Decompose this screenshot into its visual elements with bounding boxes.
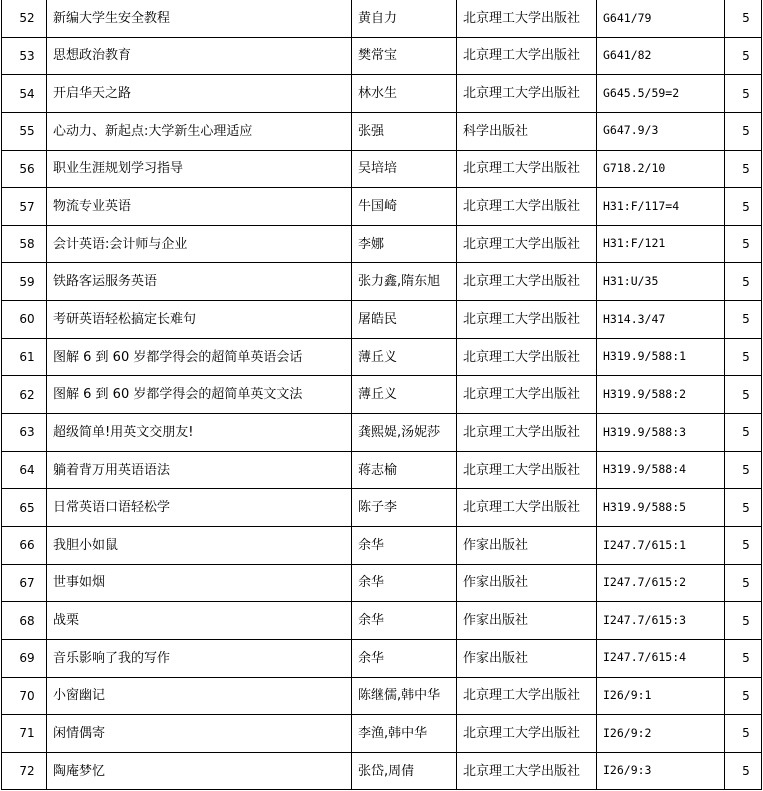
- row-number-cell: 64: [2, 451, 47, 489]
- row-number-cell: 67: [2, 564, 47, 602]
- author-cell: 李渔,韩中华: [352, 715, 457, 753]
- row-number-cell: 72: [2, 752, 47, 790]
- publisher-cell: 科学出版社: [457, 112, 597, 150]
- call-number-cell: I247.7/615:2: [597, 564, 725, 602]
- book-title-cell: 开启华天之路: [47, 75, 352, 113]
- call-number-cell: I247.7/615:3: [597, 602, 725, 640]
- publisher-cell: 作家出版社: [457, 526, 597, 564]
- row-number-cell: 53: [2, 37, 47, 75]
- row-number-cell: 63: [2, 414, 47, 452]
- author-cell: 樊常宝: [352, 37, 457, 75]
- row-number-cell: 60: [2, 301, 47, 339]
- table-row: [2, 602, 762, 640]
- publisher-cell: 北京理工大学出版社: [457, 338, 597, 376]
- publisher-cell: 北京理工大学出版社: [457, 75, 597, 113]
- copies-cell: 5: [725, 301, 762, 339]
- book-title-cell: 职业生涯规划学习指导: [47, 150, 352, 188]
- publisher-cell: 北京理工大学出版社: [457, 0, 597, 37]
- author-cell: 余华: [352, 526, 457, 564]
- book-title-cell: 世事如烟: [47, 564, 352, 602]
- book-list-body: [2, 0, 762, 790]
- copies-cell: 5: [725, 677, 762, 715]
- table-row: [2, 639, 762, 677]
- table-row: [2, 263, 762, 301]
- publisher-cell: 北京理工大学出版社: [457, 677, 597, 715]
- row-number-cell: 70: [2, 677, 47, 715]
- copies-cell: 5: [725, 376, 762, 414]
- table-row: [2, 451, 762, 489]
- book-title-cell: 超级简单!用英文交朋友!: [47, 414, 352, 452]
- copies-cell: 5: [725, 414, 762, 452]
- author-cell: 吴培培: [352, 150, 457, 188]
- row-number-cell: 71: [2, 715, 47, 753]
- row-number-cell: 58: [2, 225, 47, 263]
- copies-cell: 5: [725, 639, 762, 677]
- call-number-cell: I26/9:3: [597, 752, 725, 790]
- book-title-cell: 新编大学生安全教程: [47, 0, 352, 37]
- table-row: [2, 752, 762, 790]
- call-number-cell: G641/82: [597, 37, 725, 75]
- copies-cell: 5: [725, 225, 762, 263]
- table-row: [2, 301, 762, 339]
- book-title-cell: 图解 6 到 60 岁都学得会的超简单英语会话: [47, 338, 352, 376]
- table-row: [2, 489, 762, 527]
- book-title-cell: 会计英语:会计师与企业: [47, 225, 352, 263]
- copies-cell: 5: [725, 338, 762, 376]
- table-row: [2, 150, 762, 188]
- book-title-cell: 战栗: [47, 602, 352, 640]
- author-cell: 黄自力: [352, 0, 457, 37]
- book-list-table: [1, 0, 762, 790]
- book-title-cell: 心动力、新起点:大学新生心理适应: [47, 112, 352, 150]
- call-number-cell: H31:F/117=4: [597, 188, 725, 226]
- author-cell: 张强: [352, 112, 457, 150]
- publisher-cell: 北京理工大学出版社: [457, 752, 597, 790]
- row-number-cell: 65: [2, 489, 47, 527]
- table-row: [2, 376, 762, 414]
- publisher-cell: 北京理工大学出版社: [457, 37, 597, 75]
- book-title-cell: 日常英语口语轻松学: [47, 489, 352, 527]
- table-row: [2, 564, 762, 602]
- book-title-cell: 考研英语轻松搞定长难句: [47, 301, 352, 339]
- copies-cell: 5: [725, 0, 762, 37]
- publisher-cell: 北京理工大学出版社: [457, 489, 597, 527]
- call-number-cell: I247.7/615:1: [597, 526, 725, 564]
- author-cell: 龚熙媞,汤妮莎: [352, 414, 457, 452]
- copies-cell: 5: [725, 112, 762, 150]
- call-number-cell: G645.5/59=2: [597, 75, 725, 113]
- row-number-cell: 56: [2, 150, 47, 188]
- copies-cell: 5: [725, 188, 762, 226]
- row-number-cell: 59: [2, 263, 47, 301]
- book-title-cell: 铁路客运服务英语: [47, 263, 352, 301]
- author-cell: 李娜: [352, 225, 457, 263]
- copies-cell: 5: [725, 526, 762, 564]
- copies-cell: 5: [725, 451, 762, 489]
- author-cell: 余华: [352, 602, 457, 640]
- table-row: [2, 225, 762, 263]
- call-number-cell: H319.9/588:4: [597, 451, 725, 489]
- author-cell: 屠皓民: [352, 301, 457, 339]
- publisher-cell: 作家出版社: [457, 639, 597, 677]
- book-title-cell: 小窗幽记: [47, 677, 352, 715]
- author-cell: 林水生: [352, 75, 457, 113]
- author-cell: 陈子李: [352, 489, 457, 527]
- book-title-cell: 物流专业英语: [47, 188, 352, 226]
- row-number-cell: 66: [2, 526, 47, 564]
- table-row: [2, 715, 762, 753]
- book-title-cell: 躺着背万用英语语法: [47, 451, 352, 489]
- author-cell: 牛国崎: [352, 188, 457, 226]
- book-title-cell: 陶庵梦忆: [47, 752, 352, 790]
- table-row: [2, 338, 762, 376]
- book-title-cell: 闲情偶寄: [47, 715, 352, 753]
- publisher-cell: 北京理工大学出版社: [457, 414, 597, 452]
- copies-cell: 5: [725, 489, 762, 527]
- book-title-cell: 图解 6 到 60 岁都学得会的超简单英文文法: [47, 376, 352, 414]
- publisher-cell: 北京理工大学出版社: [457, 715, 597, 753]
- call-number-cell: H319.9/588:3: [597, 414, 725, 452]
- author-cell: 余华: [352, 564, 457, 602]
- table-row: [2, 75, 762, 113]
- author-cell: 陈继儒,韩中华: [352, 677, 457, 715]
- call-number-cell: H319.9/588:2: [597, 376, 725, 414]
- call-number-cell: H31:U/35: [597, 263, 725, 301]
- copies-cell: 5: [725, 602, 762, 640]
- copies-cell: 5: [725, 752, 762, 790]
- author-cell: 余华: [352, 639, 457, 677]
- table-row: [2, 188, 762, 226]
- table-row: [2, 37, 762, 75]
- table-row: [2, 0, 762, 37]
- call-number-cell: H31:F/121: [597, 225, 725, 263]
- row-number-cell: 55: [2, 112, 47, 150]
- publisher-cell: 北京理工大学出版社: [457, 451, 597, 489]
- table-row: [2, 414, 762, 452]
- book-title-cell: 音乐影响了我的写作: [47, 639, 352, 677]
- publisher-cell: 北京理工大学出版社: [457, 263, 597, 301]
- publisher-cell: 北京理工大学出版社: [457, 188, 597, 226]
- table-row: [2, 526, 762, 564]
- call-number-cell: H319.9/588:1: [597, 338, 725, 376]
- copies-cell: 5: [725, 150, 762, 188]
- book-title-cell: 我胆小如鼠: [47, 526, 352, 564]
- publisher-cell: 作家出版社: [457, 602, 597, 640]
- call-number-cell: G718.2/10: [597, 150, 725, 188]
- row-number-cell: 68: [2, 602, 47, 640]
- author-cell: 薄丘义: [352, 338, 457, 376]
- row-number-cell: 62: [2, 376, 47, 414]
- author-cell: 张力鑫,隋东旭: [352, 263, 457, 301]
- author-cell: 蒋志榆: [352, 451, 457, 489]
- call-number-cell: H319.9/588:5: [597, 489, 725, 527]
- call-number-cell: G641/79: [597, 0, 725, 37]
- copies-cell: 5: [725, 37, 762, 75]
- author-cell: 薄丘义: [352, 376, 457, 414]
- publisher-cell: 北京理工大学出版社: [457, 225, 597, 263]
- call-number-cell: G647.9/3: [597, 112, 725, 150]
- row-number-cell: 61: [2, 338, 47, 376]
- book-title-cell: 思想政治教育: [47, 37, 352, 75]
- row-number-cell: 54: [2, 75, 47, 113]
- publisher-cell: 北京理工大学出版社: [457, 301, 597, 339]
- call-number-cell: H314.3/47: [597, 301, 725, 339]
- call-number-cell: I26/9:2: [597, 715, 725, 753]
- copies-cell: 5: [725, 75, 762, 113]
- call-number-cell: I247.7/615:4: [597, 639, 725, 677]
- row-number-cell: 57: [2, 188, 47, 226]
- publisher-cell: 作家出版社: [457, 564, 597, 602]
- publisher-cell: 北京理工大学出版社: [457, 376, 597, 414]
- publisher-cell: 北京理工大学出版社: [457, 150, 597, 188]
- call-number-cell: I26/9:1: [597, 677, 725, 715]
- copies-cell: 5: [725, 715, 762, 753]
- copies-cell: 5: [725, 564, 762, 602]
- row-number-cell: 52: [2, 0, 47, 37]
- author-cell: 张岱,周倩: [352, 752, 457, 790]
- copies-cell: 5: [725, 263, 762, 301]
- table-row: [2, 677, 762, 715]
- table-row: [2, 112, 762, 150]
- row-number-cell: 69: [2, 639, 47, 677]
